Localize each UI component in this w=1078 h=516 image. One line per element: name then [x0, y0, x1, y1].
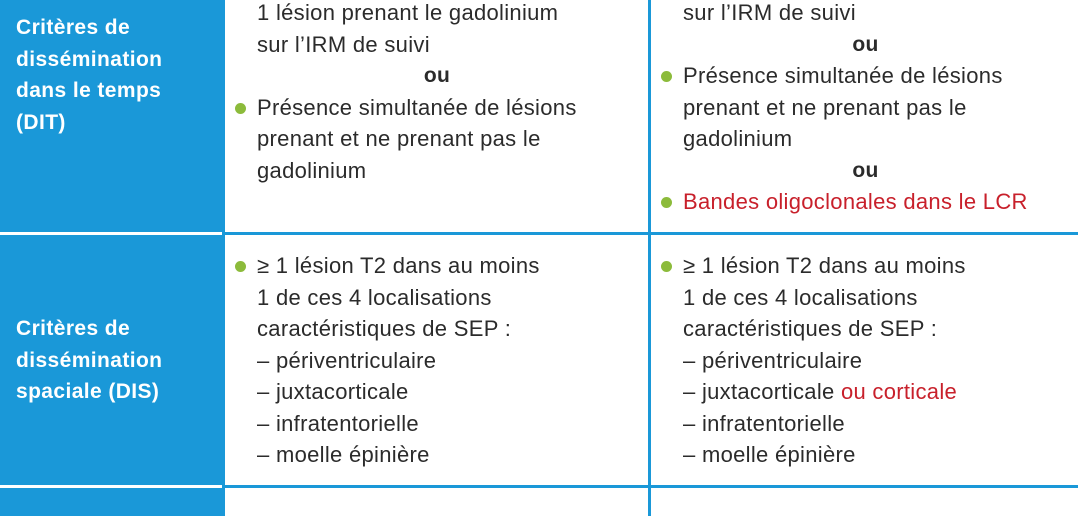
text-line: 1 lésion prenant le gadolinium: [257, 0, 559, 25]
bullet-item: [658, 250, 1073, 282]
bullet-text: Présence simultanée de lésions: [257, 94, 577, 120]
row-header-line: (DIT): [16, 110, 66, 134]
text-line: prenant et ne prenant pas le: [257, 126, 541, 151]
row-header-line: Critères de: [16, 317, 131, 340]
location-item: – périventriculaire: [683, 347, 863, 373]
text-line: gadolinium: [683, 126, 793, 151]
bullet-item: [658, 60, 1073, 92]
row-header-dit: [16, 12, 162, 138]
text-line: caractéristiques de SEP :: [683, 316, 938, 341]
bullet-text-new: Bandes oligoclonales dans le LCR: [683, 189, 1028, 214]
bullet-text: ≥ 1 lésion T2 dans au moins: [683, 253, 966, 278]
text-line: gadolinium: [257, 157, 367, 183]
cell-dis-2010: [232, 250, 642, 471]
cell-dit-2017: [658, 0, 1073, 218]
bullet-icon: [661, 261, 672, 272]
location-item: – moelle épinière: [257, 442, 430, 467]
text-line: caractéristiques de SEP :: [257, 316, 512, 341]
bullet-icon: [235, 261, 246, 272]
text-line: prenant et ne prenant pas le: [683, 94, 967, 120]
bullet-icon: [661, 197, 672, 208]
location-item: – juxtacorticale: [257, 379, 409, 404]
row-header-line: dissémination: [16, 348, 163, 372]
row-border: [222, 485, 1078, 488]
location-item: [658, 376, 1073, 408]
text-line: 1 de ces 4 localisations: [683, 284, 918, 310]
bullet-text: Présence simultanée de lésions: [683, 63, 1003, 88]
location-item: – infratentorielle: [257, 410, 419, 436]
or-separator: ou: [852, 32, 879, 56]
row-header-dis: [16, 313, 162, 408]
or-separator: ou: [852, 158, 879, 182]
text-line: sur l’IRM de suivi: [683, 0, 856, 25]
text-line: sur l’IRM de suivi: [257, 31, 430, 57]
location-text: – juxtacorticale: [683, 379, 841, 404]
or-separator: ou: [423, 64, 451, 87]
column-border: [648, 0, 651, 516]
bullet-icon: [661, 71, 672, 82]
row-header-line: spaciale (DIS): [16, 380, 160, 403]
row-header-line: dans le temps: [16, 79, 162, 102]
column-border: [222, 0, 225, 516]
cell-dis-2017: [658, 250, 1073, 471]
row-divider-left: [0, 485, 222, 488]
bullet-text: ≥ 1 lésion T2 dans au moins: [257, 253, 540, 278]
row-border: [222, 232, 1078, 235]
bullet-item: [232, 250, 642, 282]
bullet-icon: [235, 103, 246, 114]
row-header-line: Critères de: [16, 16, 131, 39]
bullet-item: [658, 186, 1073, 218]
row-divider-left: [0, 232, 222, 235]
location-item: – infratentorielle: [683, 410, 845, 436]
location-item: – périventriculaire: [257, 347, 437, 373]
location-item: – moelle épinière: [683, 442, 856, 467]
location-text-new: ou corticale: [840, 379, 958, 404]
bullet-item: [232, 92, 642, 124]
text-line: 1 de ces 4 localisations: [257, 284, 492, 310]
row-header-line: dissémination: [16, 47, 163, 71]
cell-dit-2010: [232, 0, 642, 186]
